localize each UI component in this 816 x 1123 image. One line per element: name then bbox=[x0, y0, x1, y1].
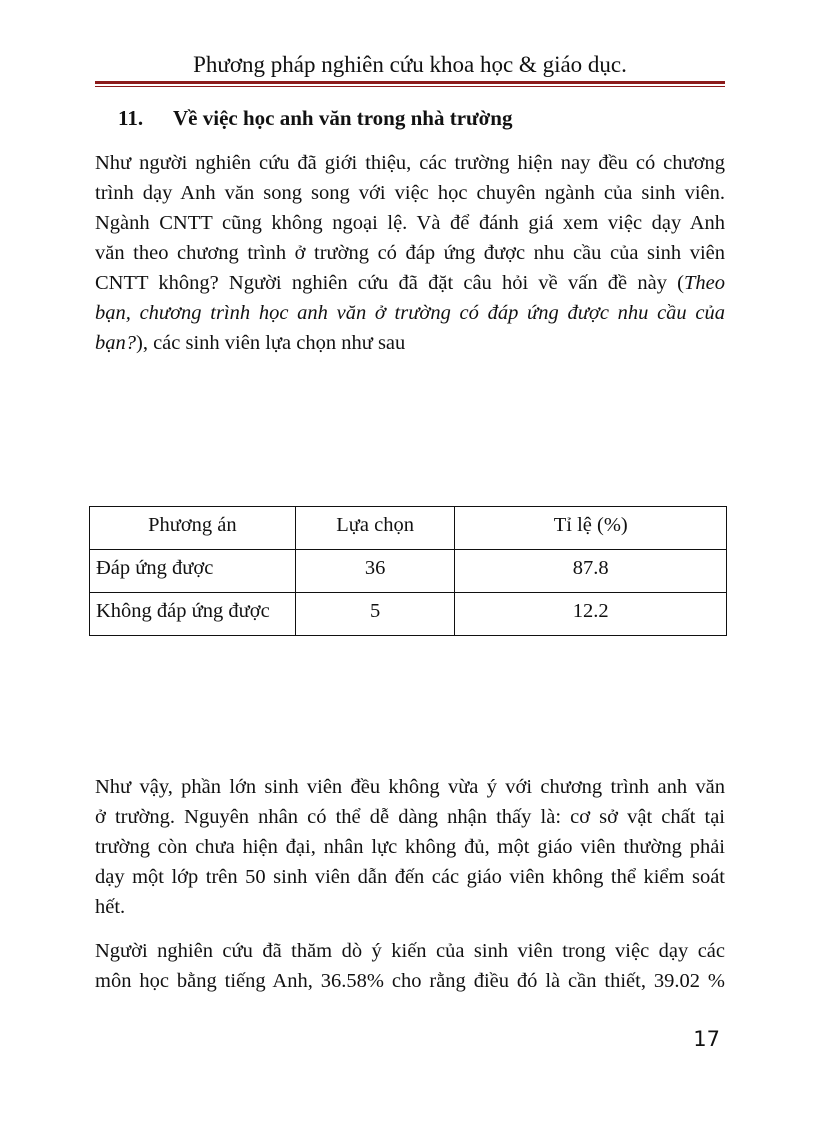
table-header-cell: Tỉ lệ (%) bbox=[455, 507, 727, 550]
table-cell: Không đáp ứng được bbox=[90, 593, 296, 636]
header-rule-thick bbox=[95, 81, 725, 84]
paragraph-text: CNTT không? Người nghiên cứu đã đặt câu hỏi về vấn đề này ( bbox=[95, 272, 684, 294]
paragraph-line bbox=[95, 268, 725, 298]
paragraph-line: trường còn chưa hiện đại, nhân lực không đủ, một giáo viên thường phải bbox=[95, 836, 725, 858]
paragraph-line bbox=[95, 298, 725, 328]
table-header-cell: Lựa chọn bbox=[295, 507, 455, 550]
table-cell: 36 bbox=[295, 550, 455, 593]
table-cell: 87.8 bbox=[455, 550, 727, 593]
survey-question-text: Theo bbox=[684, 272, 725, 294]
section-heading bbox=[118, 103, 512, 133]
table-header-cell: Phương án bbox=[90, 507, 296, 550]
paragraph-line: Như người nghiên cứu đã giới thiệu, các trường hiện nay đều có chương bbox=[95, 152, 725, 174]
survey-question-text: bạn, chương trình học anh văn ở trường có đáp ứng được nhu cầu của bbox=[95, 302, 725, 324]
table-cell: 12.2 bbox=[455, 593, 727, 636]
page-number: 17 bbox=[693, 1027, 720, 1051]
paragraph-intro bbox=[95, 148, 725, 358]
paragraph-line: trình dạy Anh văn song song với việc học chuyên ngành của sinh viên. bbox=[95, 182, 725, 204]
paragraph-line: dạy một lớp trên 50 sinh viên dẫn đến các giáo viên không thể kiểm soát bbox=[95, 866, 725, 888]
table-row bbox=[90, 550, 727, 593]
results-table bbox=[89, 506, 727, 636]
paragraph-line: hết. bbox=[95, 896, 126, 918]
section-title: Về việc học anh văn trong nhà trường bbox=[173, 106, 513, 130]
paragraph-line: Người nghiên cứu đã thăm dò ý kiến của sinh viên trong việc dạy các bbox=[95, 940, 725, 962]
paragraph-line: văn theo chương trình ở trường có đáp ứng được nhu cầu của sinh viên bbox=[95, 242, 725, 264]
table-header-row bbox=[90, 507, 727, 550]
table-cell: Đáp ứng được bbox=[90, 550, 296, 593]
table-cell: 5 bbox=[295, 593, 455, 636]
paragraph-line bbox=[95, 328, 725, 358]
paragraph-line: Như vậy, phần lớn sinh viên đều không vừa ý với chương trình anh văn bbox=[95, 776, 725, 798]
paragraph-line: môn học bằng tiếng Anh, 36.58% cho rằng điều đó là cần thiết, 39.02 % bbox=[95, 970, 725, 992]
survey-question-text: bạn? bbox=[95, 332, 136, 354]
paragraph-conclusion bbox=[95, 772, 725, 922]
paragraph-text: ), các sinh viên lựa chọn như sau bbox=[136, 332, 406, 354]
paragraph-survey bbox=[95, 936, 725, 996]
paragraph-line: Ngành CNTT cũng không ngoại lệ. Và để đánh giá xem việc dạy Anh bbox=[95, 212, 725, 234]
paragraph-line: ở trường. Nguyên nhân có thể dễ dàng nhận thấy là: cơ sở vật chất tại bbox=[95, 806, 725, 828]
section-number: 11. bbox=[118, 106, 144, 130]
running-header: Phương pháp nghiên cứu khoa học & giáo dục. bbox=[193, 52, 627, 77]
header-rule-thin bbox=[95, 86, 725, 87]
table-row bbox=[90, 593, 727, 636]
